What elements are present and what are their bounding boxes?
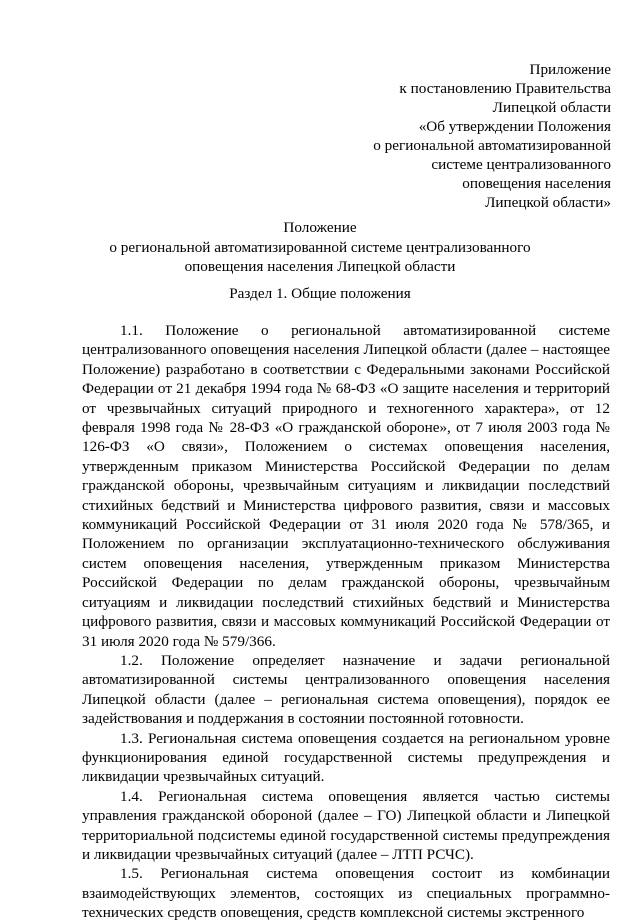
section-heading: Раздел 1. Общие положения (229, 285, 411, 302)
paragraph-1-5: 1.5. Региональная система оповещения состоит из комбинации взаимодействующих элементов, состоящих из специальных программно-технических средств оповещения, средств комплексной системы экстренного (82, 865, 610, 922)
appendix-header (311, 60, 611, 212)
title-line: оповещения населения Липецкой области (184, 258, 456, 275)
paragraph-1-4: 1.4. Региональная система оповещения является частью системы управления гражданской обороной (далее – ГО) Липецкой области и Липецкой территориальной подсистемы единой государственной системы предупреждения и ликвидации чрезвычайных ситуаций (далее – ЛТП РСЧС). (82, 787, 610, 863)
appendix-line: Липецкой области» (485, 194, 611, 211)
paragraph-1-2: 1.2. Положение определяет назначение и задачи региональной автоматизированной системы централизованного оповещения населения Липецкой области (далее – региональная система оповещения), порядок ее задействования и поддержания в состоянии постоянной готовности. (82, 651, 610, 728)
appendix-line: о региональной автоматизированной (373, 137, 611, 154)
appendix-line: Приложение (529, 61, 611, 78)
paragraph-1-3: 1.3. Региональная система оповещения создается на региональном уровне функционирования единой государственной системы предупреждения и ликвидации чрезвычайных ситуаций. (82, 729, 610, 786)
document-title (0, 218, 640, 277)
paragraph-1-1: 1.1. Положение о региональной автоматизированной системе централизованного оповещения населения Липецкой области (далее – настоящее Положение) разработано в соответствии с Федеральными законами Российской Федерации от 21 декабря 1994 года № 68-ФЗ «О защите населения и территорий от чрезвычайных ситуаций природного и техногенного характера», от 12 февраля 1998 года № 28-ФЗ «О гражданской обороне», от 7 июля 2003 года № 126-ФЗ «О связи», Положением о системах оповещения населения, утвержденным приказом Министерства Российской Федерации по делам гражданской обороны, чрезвычайным ситуациям и ликвидации последствий стихийных бедствий и Министерства цифрового развития, связи и массовых коммуникаций Российской Федерации от 31 июля 2020 года № 578/365, и Положением по организации эксплуатационно-технического обслуживания систем оповещения населения, утвержденным приказом Министерства Российской Федерации по делам гражданской обороны, чрезвычайным ситуациям и ликвидации последствий стихийных бедствий и Министерства цифрового развития, связи и массовых коммуникаций Российской Федерации от 31 июля 2020 года № 579/366. (82, 322, 610, 650)
title-line: Положение (283, 219, 357, 236)
appendix-line: к постановлению Правительства (399, 80, 611, 97)
document-body (82, 321, 610, 923)
appendix-line: «Об утверждении Положения (418, 118, 611, 135)
appendix-line: оповещения населения (462, 175, 611, 192)
title-line: о региональной автоматизированной системе централизованного (109, 238, 531, 256)
appendix-line: системе централизованного (431, 156, 611, 173)
appendix-line: Липецкой области (492, 99, 611, 116)
